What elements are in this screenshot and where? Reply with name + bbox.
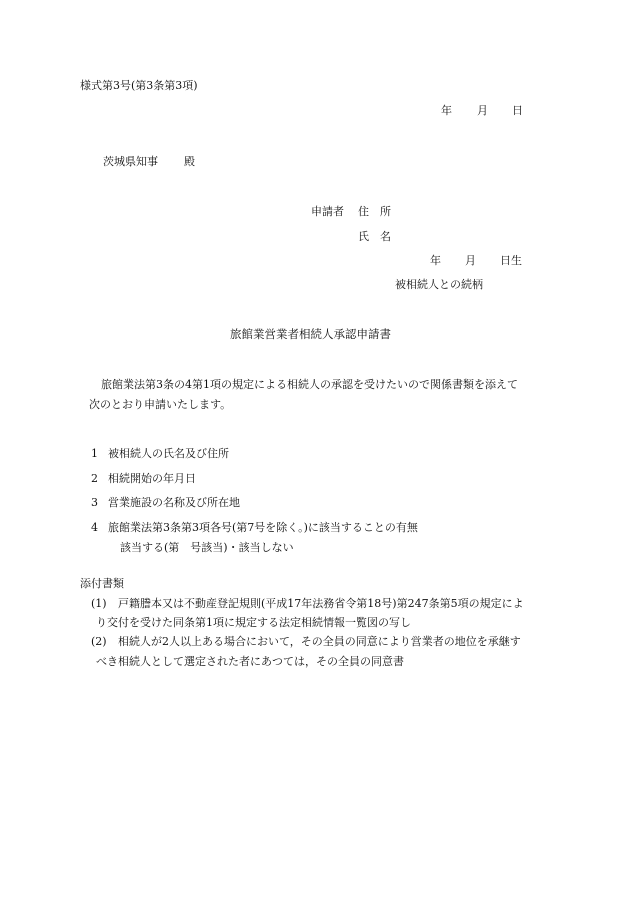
date-month: 月 [477,104,488,117]
date-day: 日 [512,104,523,117]
addressee-honorific: 殿 [184,155,195,168]
item-number: 2 [91,472,98,485]
birth-day: 日生 [500,254,522,267]
item-4-options: 該当する(第 号該当)・該当しない [120,541,294,554]
item-number: 4 [91,521,98,534]
item-number: 3 [91,496,98,509]
document-title: 旅館業営業者相続人承認申請書 [230,327,391,341]
relation-label: 被相続人との続柄 [395,278,483,291]
attachment-number: (2) [91,635,107,648]
attachment-number: (1) [91,597,107,610]
intro-line-1: 旅館業法第3条の4第1項の規定による相続人の承認を受けたいので関係書類を添えて [101,378,518,391]
intro-line-2: 次のとおり申請いたします。 [89,398,232,411]
item-text: 旅館業法第3条第3項各号(第7号を除く。)に該当することの有無 [108,521,418,534]
addressee-name: 茨城県知事 [103,155,158,168]
applicant-name-label: 氏 名 [358,230,391,243]
birth-year: 年 [430,254,441,267]
item-number: 1 [91,447,98,460]
attachment-line-2: べき相続人として選定された者にあつては，その全員の同意書 [96,655,404,668]
item-text: 営業施設の名称及び所在地 [108,496,240,509]
attachment-line-1: 相続人が2人以上ある場合において，その全員の同意により営業者の地位を承継す [118,635,521,648]
date-year: 年 [441,104,452,117]
item-text: 相続開始の年月日 [108,472,196,485]
form-number: 様式第3号(第3条第3項) [80,79,198,92]
attachment-line-2: り交付を受けた同条第1項に規定する法定相続情報一覧図の写し [96,616,411,629]
applicant-label: 申請者 [311,205,344,218]
attachments-heading: 添付書類 [80,577,124,590]
birth-month: 月 [465,254,476,267]
applicant-address-label: 住 所 [358,205,391,218]
item-text: 被相続人の氏名及び住所 [108,447,229,460]
attachment-line-1: 戸籍謄本又は不動産登記規則(平成17年法務省令第18号)第247条第5項の規定によ [118,597,524,610]
